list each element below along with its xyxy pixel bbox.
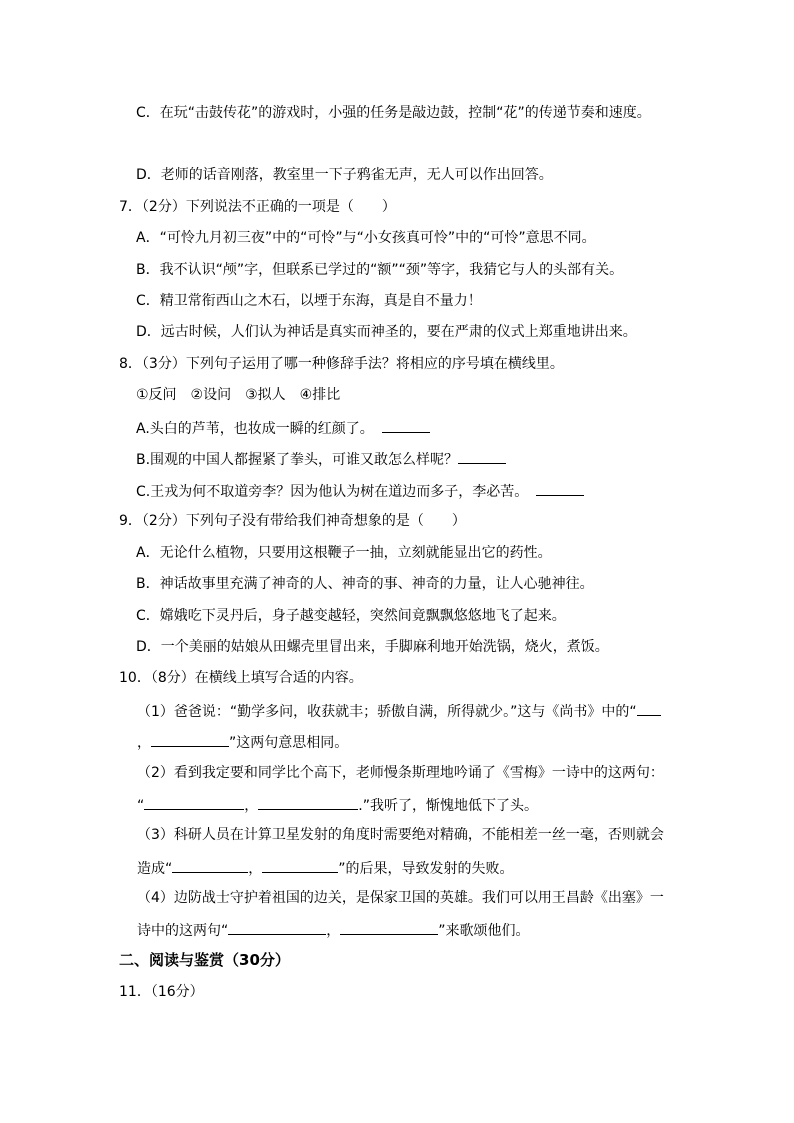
q10-sub3-tail: ”的后果，导致发射的失败。 [338, 861, 514, 877]
q10-sub1-comma: ， [137, 735, 151, 751]
q10-sub2-cont [137, 795, 538, 815]
q10-sub3: （3）科研人员在计算卫星发射的角度时需要绝对精确，不能相差一丝一毫，否则就会 [137, 827, 664, 843]
q9-option-c: C．嫦娥吃下灵丹后，身子越变越轻，突然间竟飘飘悠悠地飞了起来。 [136, 608, 566, 624]
q10-sub1-blank2[interactable] [151, 732, 229, 747]
q10-sub2-tail: .”我听了，惭愧地低下了头。 [358, 798, 538, 814]
q8-item-a [136, 418, 430, 438]
q8-item-b-text: B.围观的中国人都握紧了拳头，可谁又敢怎么样呢？ [136, 452, 459, 468]
q10-sub1-blank1[interactable] [637, 701, 661, 716]
q9-stem: 9．（2分）下列句子没有带给我们神奇想象的是（ ） [119, 513, 466, 529]
q10-sub4-blank1[interactable] [228, 920, 326, 935]
q8-item-c-text: C.王戎为何不取道旁李？因为他认为树在道边而多子，李必苦。 [136, 484, 529, 500]
q10-sub2: （2）看到我定要和同学比个高下，老师慢条斯理地吟诵了《雪梅》一诗中的这两句： [137, 765, 664, 781]
q10-sub4-blank2[interactable] [340, 920, 438, 935]
q8-item-c-blank[interactable] [536, 481, 584, 496]
q11-stem: 11．（16分） [119, 984, 204, 1000]
q10-stem: 10．（8分）在横线上填写合适的内容。 [119, 670, 363, 686]
q6-option-c: C．在玩“击鼓传花”的游戏时，小强的任务是敲边鼓，控制“花”的传递节奏和速度。 [136, 105, 651, 121]
q8-choices: ①反问 ②设问 ③拟人 ④排比 [136, 387, 341, 403]
q10-sub2-comma: ， [244, 798, 259, 814]
q10-sub1-cont [137, 732, 348, 752]
q8-item-c [136, 481, 584, 501]
q9-option-a: A．无论什么植物，只要用这根鞭子一抽，立刻就能显出它的药性。 [136, 545, 552, 561]
q10-sub3-comma: ， [248, 861, 263, 877]
section2-title: 二、阅读与鉴赏（30分） [119, 951, 290, 969]
q10-sub4-head: 诗中的这两句“ [137, 923, 229, 939]
q10-sub2-open: “ [137, 798, 145, 814]
q10-sub4: （4）边防战士守护着祖国的边关，是保家卫国的英雄。我们可以用王昌龄《出塞》一 [137, 890, 664, 906]
q10-sub3-blank2[interactable] [262, 858, 338, 873]
q8-item-b [136, 449, 506, 469]
q7-option-a: A．“可怜九月初三夜”中的“可怜”与“小女孩真可怜”中的“可怜”意思不同。 [136, 230, 596, 246]
q10-sub4-cont [137, 920, 530, 940]
q8-item-a-text: A.头白的芦苇，也妆成一瞬的红颜了。 [136, 421, 374, 437]
q8-item-b-blank[interactable] [458, 449, 506, 464]
q10-sub1 [137, 701, 661, 721]
q7-option-b: B．我不认识“颅”字，但联系已学过的“额”“颈”等字，我猜它与人的头部有关。 [136, 262, 624, 278]
q7-option-d: D．远古时候，人们认为神话是真实而神圣的，要在严肃的仪式上郑重地讲出来。 [136, 324, 637, 340]
q10-sub2-blank2[interactable] [258, 795, 358, 810]
q10-sub4-comma: ， [326, 923, 341, 939]
q10-sub3-head: 造成“ [137, 861, 173, 877]
q10-sub2-blank1[interactable] [144, 795, 244, 810]
q10-sub4-tail: ”来歌颂他们。 [438, 923, 530, 939]
q8-stem: 8．（3分）下列句子运用了哪一种修辞手法？将相应的序号填在横线里。 [119, 356, 564, 372]
q10-sub3-cont [137, 858, 514, 878]
q10-sub3-blank1[interactable] [172, 858, 248, 873]
q10-sub1-text: （1）爸爸说：“勤学多问，收获就丰；骄傲自满，所得就少。”这与《尚书》中的“ [137, 704, 637, 720]
q6-option-d: D．老师的话音刚落，教室里一下子鸦雀无声，无人可以作出回答。 [136, 167, 553, 183]
q9-option-b: B．神话故事里充满了神奇的人、神奇的事、神奇的力量，让人心驰神往。 [136, 576, 594, 592]
q7-stem: 7．（2分）下列说法不正确的一项是（ ） [119, 199, 396, 215]
q9-option-d: D．一个美丽的姑娘从田螺壳里冒出来，手脚麻利地开始洗锅，烧火，煮饭。 [136, 639, 609, 655]
q8-item-a-blank[interactable] [382, 418, 430, 433]
q7-option-c: C．精卫常衔西山之木石，以堙于东海，真是自不量力！ [136, 293, 482, 309]
q10-sub1-tail: ”这两句意思相同。 [229, 735, 349, 751]
